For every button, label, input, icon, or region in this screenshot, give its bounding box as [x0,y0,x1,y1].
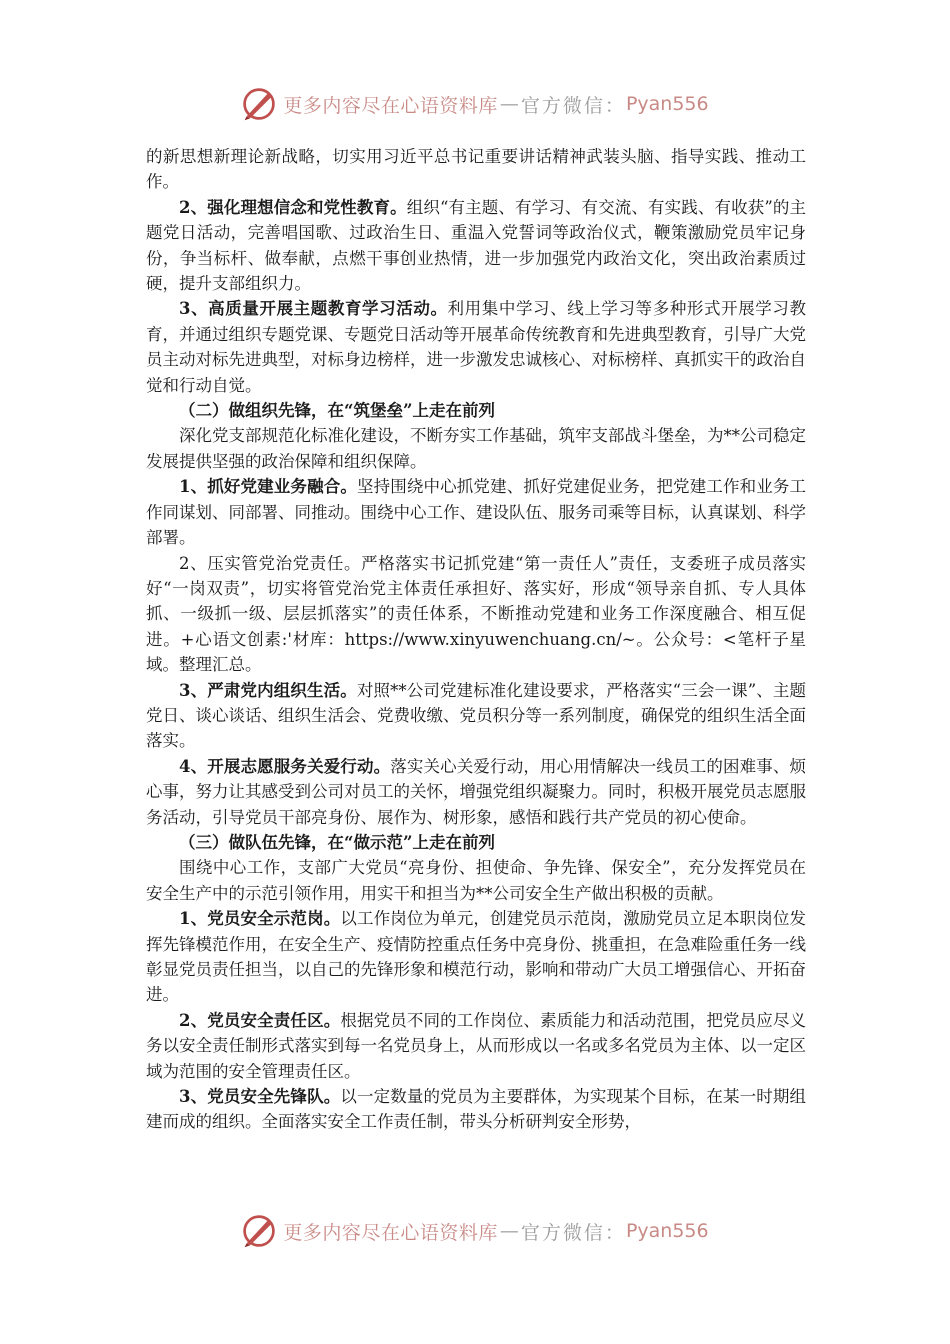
document-body [146,144,806,1135]
section-heading: （二）做组织先锋，在“筑堡垒”上走在前列 [179,401,495,421]
paragraph-lead: 1、抓好党建业务融合。 [179,477,357,497]
banner-main-text: 更多内容尽在心语资料库 [283,94,498,117]
paragraph: 2、压实管党治党责任。严格落实书记抓党建“第一责任人”责任，支委班子成员落实好“一岗双责”，切实将管党治党主体责任承担好、落实好，形成“领导亲自抓、专人具体抓、一级抓一级、层层抓落实”的责任体系，不断推动党建和业务工作深度融合、相互促进。+心语文创素:'材库：https://www.xinyuwenchuang.cn/~。公众号：<笔杆子星域。整理汇总。 [146,553,806,675]
pen-logo-icon [241,86,277,122]
footer-banner [0,1209,950,1253]
banner-main-text: 更多内容尽在心语资料库 [283,1221,498,1244]
paragraph: 的新思想新理论新战略，切实用习近平总书记重要讲话精神武装头脑、指导实践、推动工作。 [146,147,806,192]
paragraph: 围绕中心工作，支部广大党员“亮身份、担使命、争先锋、保安全”，充分发挥党员在安全生产中的示范引领作用，用实干和担当为**公司安全生产做出积极的贡献。 [146,858,806,903]
paragraph: 2、强化理想信念和党性教育。组织“有主题、有学习、有交流、有实践、有收获”的主题党日活动，完善唱国歌、过政治生日、重温入党誓词等政治仪式，鞭策激励党员牢记身份，争当标杆、做奉献，点燃干事创业热情，进一步加强党内政治文化，突出政治素质过硬，提升支部组织力。 [146,197,807,294]
paragraph: 深化党支部规范化标准化建设，不断夯实工作基础，筑牢支部战斗堡垒，为**公司稳定发展提供坚强的政治保障和组织保障。 [146,426,806,471]
banner-wechat-id: Pyan556 [625,93,709,115]
paragraph-lead: 3、高质量开展主题教育学习活动。 [179,299,448,319]
paragraph: 3、严肃党内组织生活。对照**公司党建标准化建设要求，严格落实“三会一课”、主题党日、谈心谈话、组织生活会、党费收缴、党员积分等一系列制度，确保党的组织生活全面落实。 [146,680,806,751]
banner-separator: — [499,93,519,115]
paragraph: 2、党员安全责任区。根据党员不同的工作岗位、素质能力和活动范围，把党员应尽义务以安全责任制形式落实到每一名党员身上，从而形成以一名或多名党员为主体、以一定区域为范围的安全管理责任区。 [146,1010,807,1081]
paragraph-lead: 3、党员安全先锋队。 [179,1087,341,1107]
header-banner [0,82,950,126]
paragraph: 4、开展志愿服务关爱行动。落实关心关爱行动，用心用情解决一线员工的困难事、烦心事，努力让其感受到公司对员工的关怀，增强党组织凝聚力。同时，积极开展党员志愿服务活动，引导党员干部亮身份、展作为、树形象，感悟和践行共产党员的初心使命。 [146,756,807,827]
paragraph-lead: 3、严肃党内组织生活。 [179,680,357,700]
banner-wechat-id: Pyan556 [625,1220,709,1242]
paragraph: 3、党员安全先锋队。以一定数量的党员为主要群体，为实现某个目标，在某一时期组建而成的组织。全面落实安全工作责任制，带头分析研判安全形势， [146,1087,807,1132]
paragraph: 1、党员安全示范岗。以工作岗位为单元，创建党员示范岗，激励党员立足本职岗位发挥先锋模范作用，在安全生产、疫情防控重点任务中亮身份、挑重担，在急难险重任务一线彰显党员责任担当，以自己的先锋形象和模范行动，影响和带动广大员工增强信心、开拓奋进。 [146,909,807,1005]
paragraph-lead: 1、党员安全示范岗。 [179,909,341,929]
section-heading: （三）做队伍先锋，在“做示范”上走在前列 [179,832,495,852]
banner-separator: — [499,1220,519,1242]
paragraph: 1、抓好党建业务融合。坚持围绕中心抓党建、抓好党建促业务，把党建工作和业务工作同谋划、同部署、同推动。围绕中心工作、建设队伍、服务司乘等目标，认真谋划、科学部署。 [146,477,807,548]
paragraph: 3、高质量开展主题教育学习活动。利用集中学习、线上学习等多种形式开展学习教育，并通过组织专题党课、专题党日活动等开展革命传统教育和先进典型教育，引导广大党员主动对标先进典型，对标身边榜样，进一步激发忠诚核心、对标榜样、真抓实干的政治自觉和行动自觉。 [146,299,806,395]
paragraph-lead: 2、强化理想信念和党性教育。 [179,197,407,217]
banner-wechat-label: 官方微信： [520,94,626,117]
paragraph-lead: 4、开展志愿服务关爱行动。 [179,756,391,776]
banner-wechat-label: 官方微信： [520,1221,626,1244]
pen-logo-icon [241,1213,277,1249]
paragraph-lead: 2、党员安全责任区。 [179,1010,341,1030]
